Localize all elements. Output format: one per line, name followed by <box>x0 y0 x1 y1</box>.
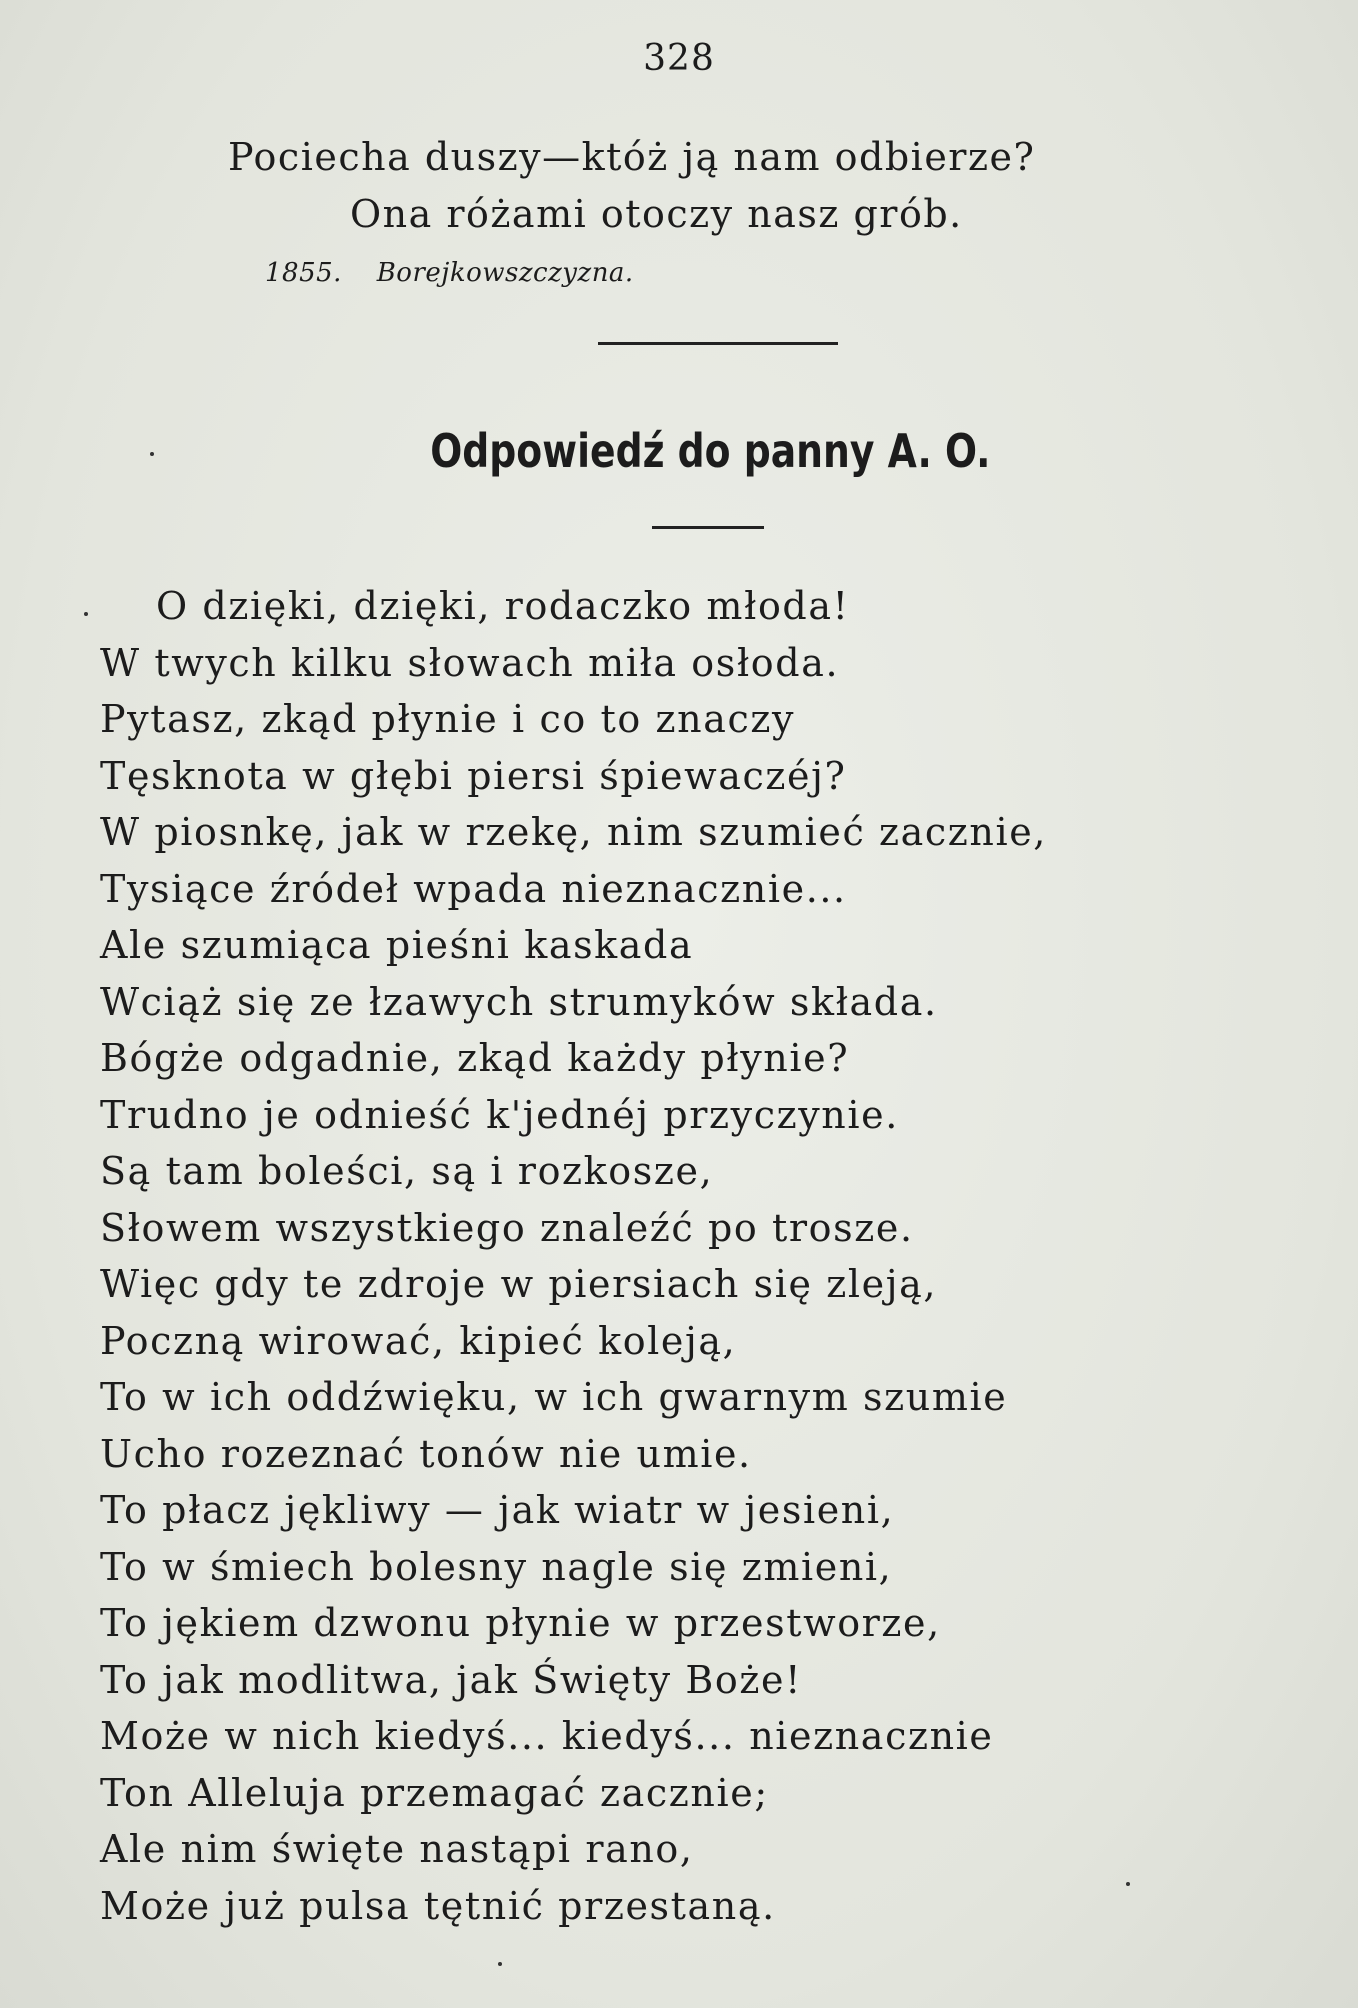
poem-line: W twych kilku słowach miła osłoda. <box>100 640 840 685</box>
paper-speck <box>498 1962 502 1966</box>
poem-line: Są tam boleści, są i rozkosze, <box>100 1149 714 1193</box>
poem-line: Wciąż się ze łzawych strumyków składa. <box>100 979 938 1024</box>
poem-line: O dzięki, dzięki, rodaczko młoda! <box>156 584 850 628</box>
poem-line: Pytasz, zkąd płynie i co to znaczy <box>100 697 796 741</box>
poem-line: To jękiem dzwonu płynie w przestworze, <box>100 1601 941 1645</box>
title-underline <box>652 526 764 529</box>
poem-body <box>100 578 1320 1934</box>
poem-line: Ale szumiąca pieśni kaskada <box>100 923 694 967</box>
signature-place: Borejkowszczyzna. <box>376 258 634 288</box>
signature-date: 1855. <box>265 258 342 288</box>
poem-line: To w śmiech bolesny nagle się zmieni, <box>100 1544 893 1589</box>
previous-poem-line: Pociecha duszy—któż ją nam odbierze? <box>228 135 1036 179</box>
poem-line: To w ich oddźwięku, w ich gwarnym szumie <box>100 1375 1008 1419</box>
poem-line: Więc gdy te zdroje w piersiach się zleją, <box>100 1262 938 1306</box>
poem-line: Ale nim święte nastąpi rano, <box>100 1827 694 1871</box>
paper-speck <box>84 612 88 616</box>
poem-line: Ton Alleluja przemagać zacznie; <box>100 1770 769 1815</box>
poem-line: Tęsknota w głębi piersi śpiewaczéj? <box>100 753 847 798</box>
poem-line: Słowem wszystkiego znaleźć po trosze. <box>100 1205 914 1250</box>
poem-line: Bógże odgadnie, zkąd każdy płynie? <box>100 1036 850 1080</box>
previous-poem-signature <box>265 258 634 288</box>
poem-line: Może już pulsa tętnić przestaną. <box>100 1883 776 1928</box>
poem-line: W piosnkę, jak w rzekę, nim szumieć zacznie, <box>100 810 1047 854</box>
page-number: 328 <box>643 38 715 79</box>
poem-line: Trudno je odnieść k'jednéj przyczynie. <box>100 1092 899 1137</box>
poem-line: Może w nich kiedyś... kiedyś... nieznacznie <box>100 1714 994 1758</box>
poem-line: Poczną wirować, kipieć koleją, <box>100 1318 737 1363</box>
poem-title: Odpowiedź do panny A. O. <box>430 424 991 478</box>
previous-poem-line: Ona różami otoczy nasz grób. <box>350 192 963 236</box>
poem-line: To płacz jękliwy — jak wiatr w jesieni, <box>100 1488 895 1532</box>
poem-line: Ucho rozeznać tonów nie umie. <box>100 1431 752 1476</box>
paper-speck <box>1126 1882 1130 1886</box>
paper-speck <box>150 452 154 456</box>
poem-line: To jak modlitwa, jak Święty Boże! <box>100 1657 802 1702</box>
poem-line: Tysiące źródeł wpada nieznacznie... <box>100 866 847 911</box>
section-divider <box>598 342 838 345</box>
